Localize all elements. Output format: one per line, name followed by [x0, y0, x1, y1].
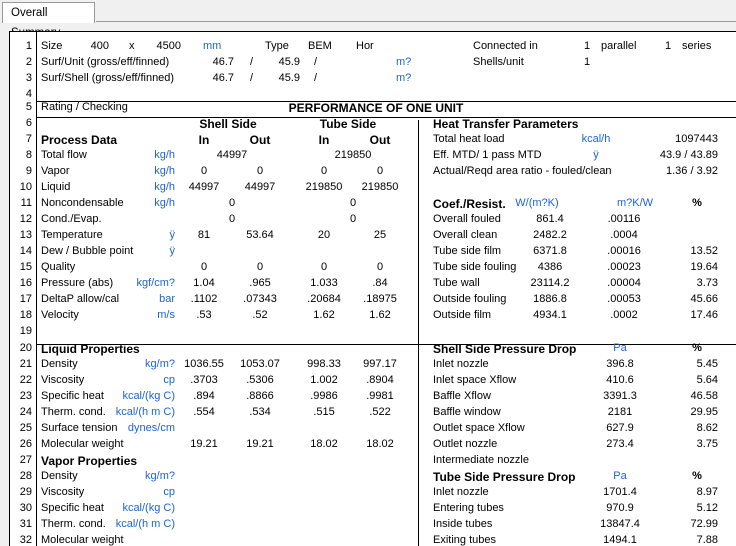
tube-out-value: 25 [373, 229, 387, 241]
tube-dp-label: Inlet nozzle [433, 486, 489, 498]
heat-transfer-title: Heat Transfer Parameters [433, 117, 579, 131]
coef-value: 6371.8 [533, 245, 567, 257]
unit-label: ÿ [169, 245, 175, 257]
shell-in-value: .1102 [190, 293, 218, 305]
type-label: Type [265, 40, 289, 52]
coef-percent: 3.73 [696, 277, 718, 289]
section-divider [36, 117, 736, 118]
row-number: 8 [25, 149, 32, 161]
coef-label: Overall clean [433, 229, 498, 241]
coef-pct: % [692, 197, 702, 209]
unit-label: m/s [157, 309, 175, 321]
row-number: 21 [19, 358, 32, 370]
shell-dp-title: Shell Side Pressure Drop [433, 342, 577, 356]
tab-overall-summary[interactable]: Overall [2, 2, 95, 23]
shell-out-value: 53.64 [246, 229, 274, 241]
property-label: Noncondensable [41, 197, 124, 209]
shell-out-value: .8866 [246, 390, 274, 402]
tube-out-value: 1.62 [369, 309, 391, 321]
shell-value: 0 [228, 197, 236, 209]
unit-label: bar [159, 293, 175, 305]
shell-dp-label: Baffle window [433, 406, 501, 418]
heat-label: Total heat load [433, 133, 505, 145]
resist-value: .00016 [607, 245, 641, 257]
shell-in-value: 19.21 [190, 438, 218, 450]
unit-label: ÿ [169, 229, 175, 241]
shell-in-value: 1.04 [193, 277, 215, 289]
shell-in-value: 81 [197, 229, 211, 241]
size-x: x [129, 40, 135, 52]
unit-label: kg/m? [145, 358, 175, 370]
heat-value: 1.36 / 3.92 [666, 165, 718, 177]
surf-shell-a: 46.7 [212, 72, 234, 84]
liquid-properties-title: Liquid Properties [41, 342, 140, 356]
slash: / [250, 56, 254, 68]
tube-value: 0 [349, 197, 357, 209]
row-number: 31 [19, 518, 32, 530]
performance-title: PERFORMANCE OF ONE UNIT [288, 101, 464, 115]
resist-value: .00004 [607, 277, 641, 289]
row-number: 7 [25, 133, 32, 145]
shell-in-header: In [198, 133, 210, 147]
shell-out-value: .52 [252, 309, 268, 321]
tube-dp-value: 1494.1 [603, 534, 637, 546]
coef-value: 861.4 [536, 213, 564, 225]
coef-value: 4934.1 [533, 309, 567, 321]
process-data-title: Process Data [41, 133, 118, 147]
shell-in-value: 0 [200, 165, 208, 177]
resist-value: .00116 [607, 213, 641, 225]
property-label: Dew / Bubble point [41, 245, 134, 257]
heat-label: Actual/Reqd area ratio - fouled/clean [433, 165, 612, 177]
series-label: series [682, 40, 712, 52]
shell-value: 0 [228, 213, 236, 225]
tube-in-value: 1.62 [313, 309, 335, 321]
unit-label: kg/m? [145, 470, 175, 482]
tube-out-header: Out [369, 133, 391, 147]
unit-label: kg/h [154, 149, 175, 161]
coef-title: Coef./Resist. [433, 197, 506, 211]
tube-value: 219850 [334, 149, 372, 161]
shell-out-value: .5306 [246, 374, 274, 386]
shell-out-value: 1053.07 [240, 358, 280, 370]
property-label: Pressure (abs) [41, 277, 114, 289]
row-number: 19 [19, 325, 32, 337]
resist-value: .0004 [610, 229, 638, 241]
area-unit: m? [396, 56, 412, 68]
row-number: 6 [25, 117, 32, 129]
resist-value: .0002 [610, 309, 638, 321]
unit-label: kcal/(h m C) [115, 518, 175, 530]
shell-dp-label: Baffle Xflow [433, 390, 491, 402]
row-number: 20 [19, 342, 32, 354]
tab-bar [0, 0, 736, 24]
tube-in-value: 998.33 [307, 358, 341, 370]
tube-dp-value: 13847.4 [600, 518, 640, 530]
shell-out-value: .07343 [243, 293, 277, 305]
shell-dp-value: 273.4 [606, 438, 634, 450]
tube-dp-label: Inside tubes [433, 518, 493, 530]
shell-dp-value: 396.8 [606, 358, 634, 370]
tab-divider [96, 21, 736, 22]
coef-value: 23114.2 [530, 277, 570, 289]
coef-value: 1886.8 [533, 293, 567, 305]
row-number: 14 [19, 245, 32, 257]
tube-out-value: 219850 [361, 181, 399, 193]
shell-out-value: .965 [249, 277, 271, 289]
surf-unit-a: 46.7 [212, 56, 234, 68]
heat-value: 43.9 / 43.89 [659, 149, 718, 161]
tube-dp-label: Exiting tubes [433, 534, 496, 546]
tube-in-value: 18.02 [310, 438, 338, 450]
coef-label: Overall fouled [433, 213, 501, 225]
property-label: Total flow [41, 149, 87, 161]
tube-in-value: 0 [320, 165, 328, 177]
row-number: 25 [19, 422, 32, 434]
resist-value: .00053 [607, 293, 641, 305]
coef-unit-w: W/(m?K) [515, 197, 559, 209]
tube-dp-title: Tube Side Pressure Drop [433, 470, 576, 484]
tube-out-value: .9981 [366, 390, 394, 402]
property-label: Velocity [41, 309, 79, 321]
property-label: Molecular weight [41, 534, 124, 546]
shell-in-value: 1036.55 [184, 358, 224, 370]
conn-series: 1 [665, 40, 672, 52]
shell-dp-percent: 5.45 [696, 358, 718, 370]
tube-value: 0 [349, 213, 357, 225]
property-label: Density [41, 470, 78, 482]
row-number: 23 [19, 390, 32, 402]
shell-dp-label: Inlet space Xflow [433, 374, 517, 386]
property-label: Molecular weight [41, 438, 124, 450]
coef-percent: 13.52 [690, 245, 718, 257]
coef-percent: 45.66 [690, 293, 718, 305]
row-number: 16 [19, 277, 32, 289]
tube-in-value: 219850 [305, 181, 343, 193]
row-number: 29 [19, 486, 32, 498]
heat-label: Eff. MTD/ 1 pass MTD [433, 149, 542, 161]
shell-out-value: 19.21 [246, 438, 274, 450]
row-number: 15 [19, 261, 32, 273]
tube-in-value: 1.002 [310, 374, 338, 386]
tube-in-value: .20684 [307, 293, 341, 305]
connected-label: Connected in [473, 40, 538, 52]
tube-dp-label: Entering tubes [433, 502, 504, 514]
coef-value: 4386 [537, 261, 563, 273]
unit-label: dynes/cm [127, 422, 175, 434]
row-number: 3 [25, 72, 32, 84]
size-b: 4500 [156, 40, 181, 52]
surf-shell-label: Surf/Shell (gross/eff/finned) [41, 72, 175, 84]
resist-value: .00023 [607, 261, 641, 273]
coef-unit-r: m?K/W [616, 197, 654, 209]
type-value: BEM [308, 40, 332, 52]
property-label: Viscosity [41, 374, 85, 386]
property-label: Viscosity [41, 486, 85, 498]
shell-dp-value: 2181 [607, 406, 633, 418]
heat-unit: kcal/h [581, 133, 611, 145]
shell-dp-value: 410.6 [606, 374, 634, 386]
row-number: 2 [25, 56, 32, 68]
property-label: Cond./Evap. [41, 213, 102, 225]
coef-value: 2482.2 [533, 229, 567, 241]
row-number: 26 [19, 438, 32, 450]
tube-side-header: Tube Side [319, 117, 377, 131]
property-label: DeltaP allow/cal [41, 293, 120, 305]
tube-in-value: 20 [317, 229, 331, 241]
tube-out-value: 997.17 [363, 358, 397, 370]
property-label: Liquid [41, 181, 71, 193]
property-label: Therm. cond. [41, 518, 106, 530]
tube-dp-percent: 7.88 [696, 534, 718, 546]
row-number: 9 [25, 165, 32, 177]
tube-in-value: .9986 [310, 390, 338, 402]
unit-label: kcal/(kg C) [122, 502, 175, 514]
shell-dp-percent: 29.95 [690, 406, 718, 418]
unit-label: kcal/(h m C) [115, 406, 175, 418]
surf-shell-b: 45.9 [278, 72, 300, 84]
tube-in-value: 0 [320, 261, 328, 273]
row-number: 10 [19, 181, 32, 193]
tube-out-value: 0 [376, 165, 384, 177]
unit-label: kg/h [154, 197, 175, 209]
tube-dp-percent: 5.12 [696, 502, 718, 514]
unit-label: cp [163, 486, 175, 498]
conn-parallel: 1 [584, 40, 591, 52]
row-number: 13 [19, 229, 32, 241]
heat-value: 1097443 [675, 133, 718, 145]
row-number: 18 [19, 309, 32, 321]
coef-percent: 17.46 [690, 309, 718, 321]
row-number: 4 [25, 88, 32, 100]
row-number: 28 [19, 470, 32, 482]
shell-value: 44997 [216, 149, 248, 161]
property-label: Specific heat [41, 390, 104, 402]
vapor-properties-title: Vapor Properties [41, 454, 138, 468]
area-unit: m? [396, 72, 412, 84]
shell-out-value: 0 [256, 165, 264, 177]
property-label: Density [41, 358, 78, 370]
coef-label: Tube wall [433, 277, 480, 289]
rating-label: Rating / Checking [41, 101, 128, 113]
tube-out-value: 0 [376, 261, 384, 273]
unit-label: kg/h [154, 181, 175, 193]
tube-dp-value: 1701.4 [603, 486, 637, 498]
tube-in-value: .515 [313, 406, 335, 418]
shell-out-value: .534 [249, 406, 271, 418]
shell-in-value: .3703 [190, 374, 218, 386]
row-number: 24 [19, 406, 32, 418]
unit-label: kg/h [154, 165, 175, 177]
coef-label: Tube side fouling [433, 261, 517, 273]
tube-out-value: .8904 [366, 374, 394, 386]
shell-dp-percent: 5.64 [696, 374, 718, 386]
slash: / [314, 56, 318, 68]
slash: / [250, 72, 254, 84]
row-number: 12 [19, 213, 32, 225]
row-number-divider [36, 32, 37, 546]
tube-dp-pct: % [692, 470, 702, 482]
shell-in-value: 44997 [188, 181, 220, 193]
shell-in-value: .554 [193, 406, 215, 418]
shell-dp-percent: 46.58 [690, 390, 718, 402]
size-a: 400 [90, 40, 109, 52]
column-divider [418, 120, 419, 546]
size-unit: mm [203, 40, 222, 52]
heat-unit: ÿ [593, 149, 599, 161]
property-label: Vapor [41, 165, 70, 177]
slash: / [314, 72, 318, 84]
row-number: 32 [19, 534, 32, 546]
row-number: 11 [20, 197, 32, 209]
property-label: Surface tension [41, 422, 118, 434]
coef-label: Outside fouling [433, 293, 507, 305]
row-number: 27 [19, 454, 32, 466]
row-number: 22 [19, 374, 32, 386]
shell-dp-label: Outlet space Xflow [433, 422, 525, 434]
shell-out-value: 0 [256, 261, 264, 273]
property-label: Quality [41, 261, 76, 273]
unit-label: kcal/(kg C) [122, 390, 175, 402]
shells-value: 1 [584, 56, 591, 68]
tube-out-value: .18975 [363, 293, 397, 305]
row-number: 17 [19, 293, 32, 305]
property-label: Therm. cond. [41, 406, 106, 418]
surf-unit-b: 45.9 [278, 56, 300, 68]
tube-out-value: .522 [369, 406, 391, 418]
tube-out-value: .84 [372, 277, 388, 289]
shell-dp-label: Intermediate nozzle [433, 454, 529, 466]
tube-out-value: 18.02 [366, 438, 394, 450]
shell-in-value: .894 [193, 390, 215, 402]
tube-in-header: In [318, 133, 330, 147]
shell-out-header: Out [249, 133, 271, 147]
coef-percent: 19.64 [690, 261, 718, 273]
coef-label: Outside film [433, 309, 492, 321]
shell-dp-percent: 8.62 [696, 422, 718, 434]
tube-dp-percent: 72.99 [690, 518, 718, 530]
unit-label: kgf/cm? [136, 277, 175, 289]
tube-dp-unit: Pa [613, 470, 627, 482]
tube-in-value: 1.033 [310, 277, 338, 289]
row-number: 1 [25, 40, 32, 52]
shell-dp-value: 627.9 [606, 422, 634, 434]
shell-in-value: 0 [200, 261, 208, 273]
shell-dp-label: Outlet nozzle [433, 438, 498, 450]
property-label: Specific heat [41, 502, 104, 514]
shell-dp-pct: % [692, 342, 702, 354]
coef-label: Tube side film [433, 245, 502, 257]
shell-dp-value: 3391.3 [603, 390, 637, 402]
row-number: 30 [19, 502, 32, 514]
parallel-label: parallel [601, 40, 637, 52]
shell-dp-unit: Pa [613, 342, 627, 354]
size-label: Size [41, 40, 63, 52]
shell-dp-label: Inlet nozzle [433, 358, 489, 370]
row-number: 5 [25, 101, 32, 113]
shell-dp-percent: 3.75 [696, 438, 718, 450]
property-label: Temperature [41, 229, 103, 241]
shell-in-value: .53 [196, 309, 212, 321]
shells-label: Shells/unit [473, 56, 524, 68]
orientation: Hor [356, 40, 374, 52]
summary-sheet [9, 31, 736, 546]
surf-unit-label: Surf/Unit (gross/eff/finned) [41, 56, 170, 68]
shell-side-header: Shell Side [199, 117, 257, 131]
tube-dp-value: 970.9 [606, 502, 634, 514]
shell-out-value: 44997 [244, 181, 276, 193]
unit-label: cp [163, 374, 175, 386]
tube-dp-percent: 8.97 [696, 486, 718, 498]
